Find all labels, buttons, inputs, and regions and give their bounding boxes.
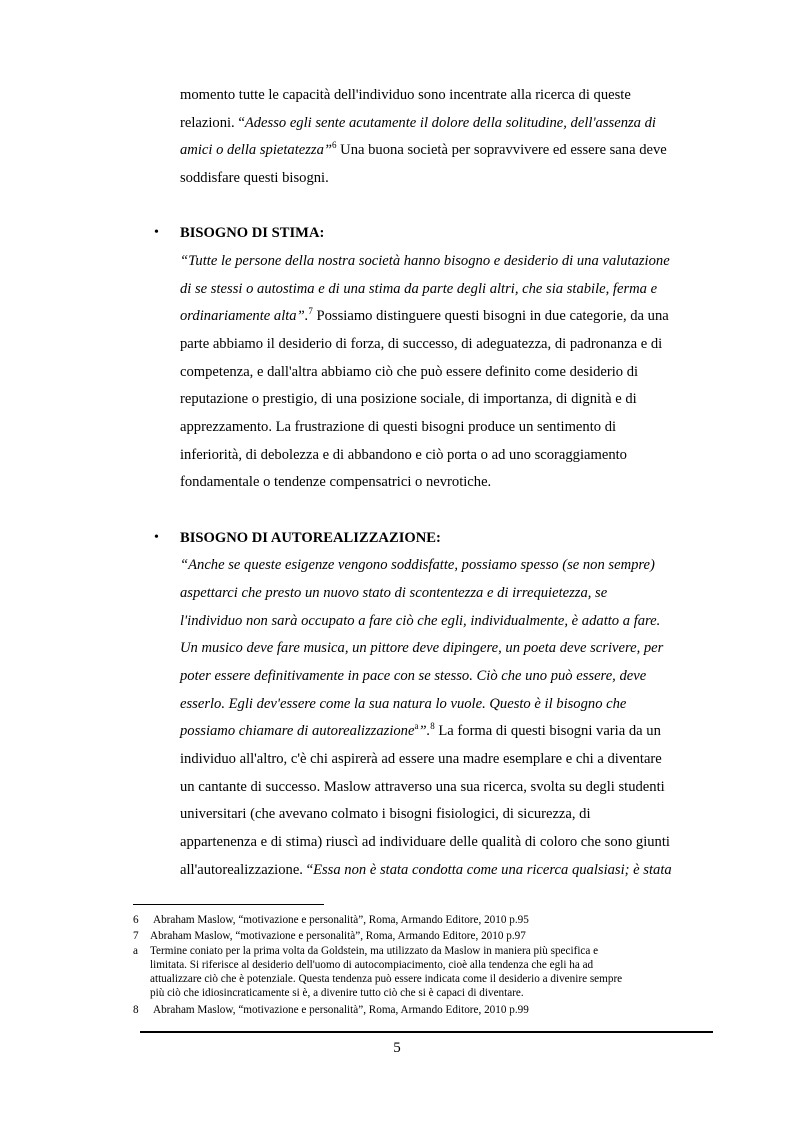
- body-text-line: competenza, e dall'altra abbiamo ciò che può essere definito come desiderio di: [180, 364, 639, 380]
- section-heading-stima: BISOGNO DI STIMA:: [180, 225, 325, 241]
- footnote-number: a: [133, 945, 138, 957]
- body-text-line: fondamentale o tendenze compensatrici o nevrotiche.: [180, 474, 492, 490]
- body-text-line: parte abbiamo il desiderio di forza, di successo, di adeguatezza, di padronanza e di: [180, 336, 663, 352]
- section-heading-autorealizzazione: BISOGNO DI AUTOREALIZZAZIONE:: [180, 530, 441, 546]
- quote-text-line: l'individuo non sarà occupato a fare ciò che egli, individualmente, è adatto a fare.: [180, 613, 661, 629]
- body-text-line: apprezzamento. La frustrazione di questi bisogni produce un sentimento di: [180, 419, 617, 435]
- bullet-icon: •: [154, 225, 159, 240]
- quote-text-line: poter essere definitivamente in pace con se stesso. Ciò che uno può essere, deve: [180, 668, 647, 684]
- body-text-line: un cantante di successo. Maslow attraverso una sua ricerca, svolta su degli studenti: [180, 779, 665, 795]
- quote-text-line: di se stessi o autostima e di una stima da parte degli altri, che sia stabile, ferma e: [180, 281, 658, 297]
- page-number: 5: [393, 1040, 401, 1056]
- page-footer-rule: [140, 1031, 713, 1033]
- quote-text: Adesso egli sente acutamente il dolore della solitudine, dell'assenza di: [244, 115, 656, 131]
- body-text-line: ordinariamente alta”.$^7$ Possiamo distinguere questi bisogni in due categorie, da una: [180, 306, 669, 324]
- body-text-line: individuo all'altro, c'è chi aspirerà ad essere una madre esemplare e chi a diventare: [180, 751, 662, 767]
- quote-text: Essa non è stata condotta come una ricerca qualsiasi; è stata: [313, 862, 672, 878]
- body-text-line: all'autorealizzazione. “Essa non è stata condotta come una ricerca qualsiasi; è stata: [180, 862, 672, 878]
- footnote-number: 6: [133, 914, 139, 926]
- body-text-line: possiamo chiamare di autorealizzazione$^a$”.$^8$ La forma di questi bisogni varia da un: [180, 721, 661, 739]
- footnote-text: Abraham Maslow, “motivazione e personalità”, Roma, Armando Editore, 2010 p.97: [150, 930, 526, 942]
- footnote-ref: a: [414, 721, 419, 732]
- body-text-line: relazioni. “Adesso egli sente acutamente il dolore della solitudine, dell'assenza di: [180, 115, 656, 131]
- body-text-line: reputazione o prestigio, di una posizione sociale, di importanza, di dignità e di: [180, 391, 637, 407]
- footnote-ref: 7: [308, 306, 313, 317]
- quote-text: possiamo chiamare di autorealizzazione: [180, 723, 415, 739]
- body-text-line: appartenenza e di stima) riuscì ad individuare delle qualità di coloro che sono giunti: [180, 834, 670, 850]
- footnote-text: limitata. Si riferisce al desiderio dell'uomo di autocompiacimento, cioè alla tendenza che egli ha ad: [150, 959, 594, 971]
- footnote-text: più ciò che idiosincraticamente si è, a divenire tutto ciò che si è capaci di diventare.: [150, 987, 524, 999]
- body-text-line: amici o della spietatezza”$^6$ Una buona società per sopravvivere ed essere sana deve: [180, 140, 667, 158]
- quote-text-line: “Tutte le persone della nostra società hanno bisogno e desiderio di una valutazione: [180, 253, 670, 269]
- footnote-text: Termine coniato per la prima volta da Goldstein, ma utilizzato da Maslow in maniera più specifica e: [150, 945, 599, 957]
- quote-text: amici o della spietatezza”: [180, 142, 333, 158]
- footnote-text: Abraham Maslow, “motivazione e personalità”, Roma, Armando Editore, 2010 p.95: [153, 914, 529, 926]
- quote-text: ordinariamente alta”.: [180, 308, 309, 324]
- footnote-number: 8: [133, 1004, 139, 1016]
- footnote-text: attualizzare ciò che è potenziale. Questa tendenza può essere indicata come il desiderio a divenire sempre: [150, 973, 623, 985]
- body-text-line: momento tutte le capacità dell'individuo sono incentrate alla ricerca di queste: [180, 87, 631, 103]
- quote-text-line: Un musico deve fare musica, un pittore deve dipingere, un poeta deve scrivere, per: [180, 640, 664, 656]
- footnote-ref: 8: [430, 721, 435, 732]
- quote-text-line: esserlo. Egli dev'essere come la sua natura lo vuole. Questo è il bisogno che: [180, 696, 627, 712]
- footnote-separator: [133, 904, 324, 905]
- body-text-line: universitari (che avevano colmato i bisogni fisiologici, di sicurezza, di: [180, 806, 591, 822]
- footnote-number: 7: [133, 930, 139, 942]
- bullet-icon: •: [154, 530, 159, 545]
- body-text-line: inferiorità, di debolezza e di abbandono e ciò porta o ad uno scoraggiamento: [180, 447, 627, 463]
- quote-text-line: aspettarci che presto un nuovo stato di scontentezza e di irrequietezza, se: [180, 585, 608, 601]
- body-text-line: soddisfare questi bisogni.: [180, 170, 329, 186]
- quote-text-line: “Anche se queste esigenze vengono soddisfatte, possiamo spesso (se non sempre): [180, 557, 655, 573]
- footnote-ref: 6: [332, 140, 337, 151]
- footnote-text: Abraham Maslow, “motivazione e personalità”, Roma, Armando Editore, 2010 p.99: [153, 1004, 529, 1016]
